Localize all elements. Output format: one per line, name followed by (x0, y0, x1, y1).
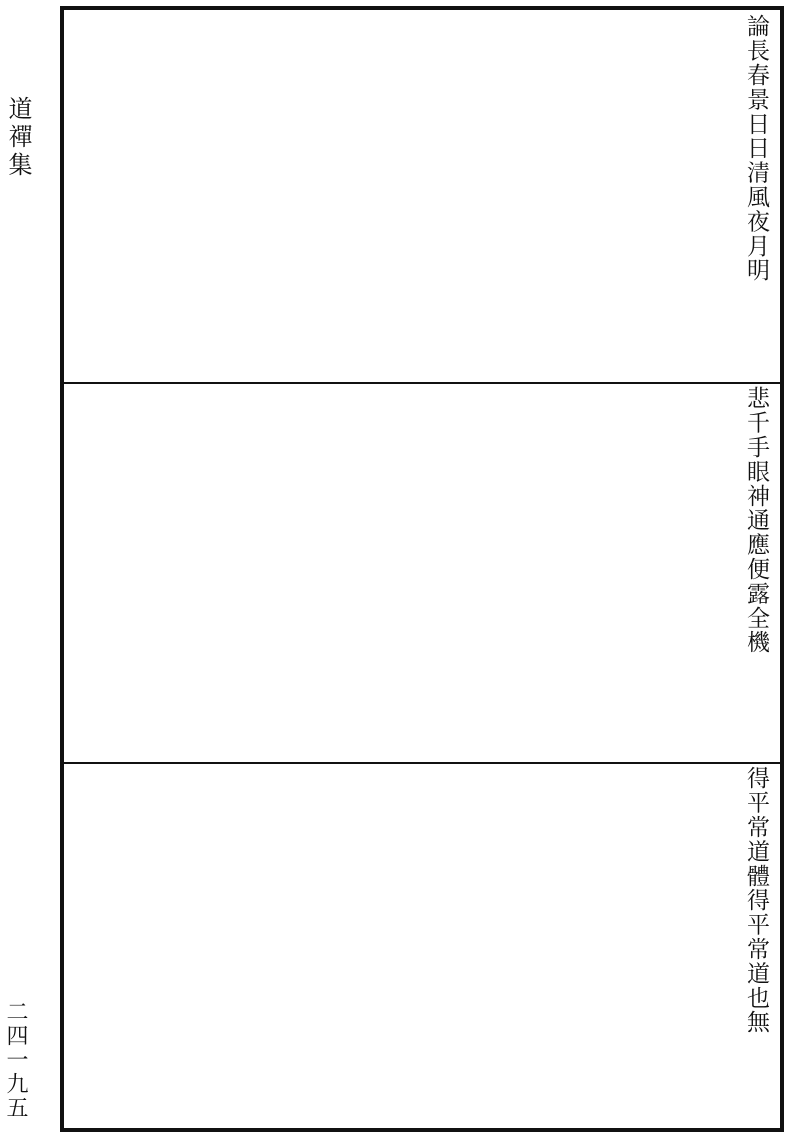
page-frame (60, 6, 784, 1132)
text-line: 悲千手眼神通應便露全機 (743, 386, 769, 655)
book-title: 道禪集 (4, 96, 32, 180)
text-columns (72, 766, 772, 1124)
text-line: 論長春景日日清風夜月明 (743, 14, 769, 283)
page-number: 二四一九五 (3, 1000, 28, 1120)
section-3 (64, 762, 780, 1128)
section-2 (64, 382, 780, 764)
text-columns (72, 386, 772, 758)
text-columns (72, 14, 772, 378)
section-1 (64, 10, 780, 384)
text-line: 得平常道體得平常道也無 (743, 766, 769, 1035)
